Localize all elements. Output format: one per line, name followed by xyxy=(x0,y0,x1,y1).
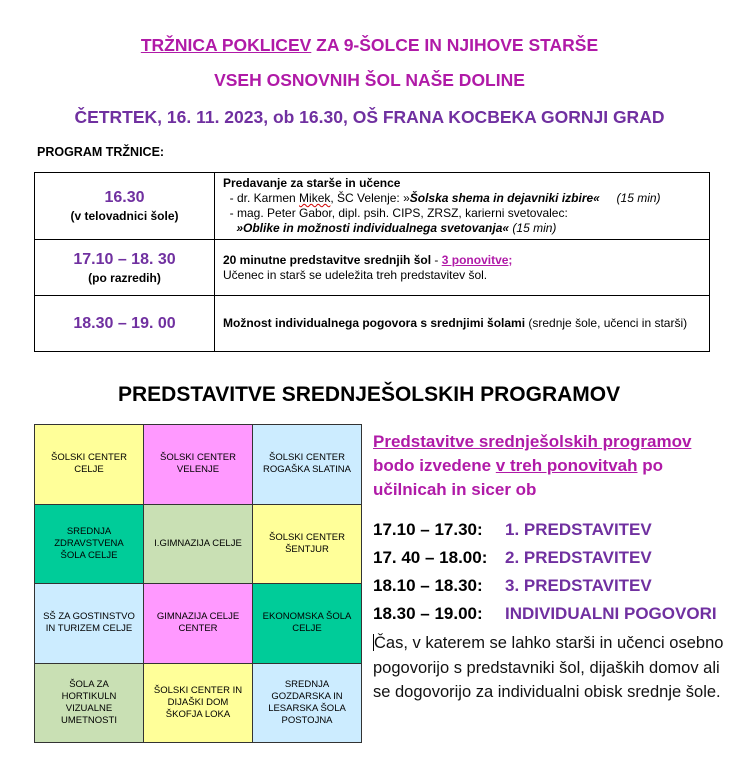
time-cell xyxy=(35,173,215,240)
talk-text: Možnost individualnega pogovora s srednjimi šolami xyxy=(223,316,526,330)
school-tile: ŠOLSKI CENTER IN DIJAŠKI DOM ŠKOFJA LOKA xyxy=(144,664,253,744)
speaker-name: Mikek xyxy=(299,191,331,205)
description-cell xyxy=(215,240,710,296)
lecture-duration: (15 min) xyxy=(599,191,661,205)
presentations-intro xyxy=(373,430,723,502)
program-label: PROGRAM TRŽNICE: xyxy=(37,145,165,159)
schedule-label: 2. PREDSTAVITEV xyxy=(505,548,652,567)
lecture-title: Šolska shema in dejavniki izbire« xyxy=(409,191,600,205)
school-tile: SŠ ZA GOSTINSTVO IN TURIZEM CELJE xyxy=(35,584,144,664)
program-table xyxy=(34,172,710,352)
talk-participants: (srednje šole, učenci in starši) xyxy=(525,316,688,330)
intro-text: učilnicah in sicer ob xyxy=(373,480,537,499)
talk-line xyxy=(223,316,709,331)
description-cell xyxy=(215,296,710,352)
speaker-1 xyxy=(223,191,709,206)
semicolon: ; xyxy=(508,252,513,267)
lecture-heading: Predavanje za starše in učence xyxy=(223,176,401,190)
program-row xyxy=(35,296,710,352)
school-tile: GIMNAZIJA CELJE CENTER xyxy=(144,584,253,664)
schedule-time: 18.30 – 19.00: xyxy=(373,604,483,623)
intro-heading: Predstavitve srednješolskih programov xyxy=(373,432,692,451)
title-rest: ZA 9-ŠOLCE IN NJIHOVE STARŠE xyxy=(311,35,599,55)
schedule-label: INDIVIDUALNI POGOVORI xyxy=(505,604,717,623)
schedule-time: 17.10 – 17.30: xyxy=(373,520,483,539)
intro-emphasis: v treh ponovitvah xyxy=(495,456,638,475)
speaker-prefix: - dr. Karmen xyxy=(223,191,300,205)
schedule-row xyxy=(373,548,652,568)
location: (po razredih) xyxy=(88,270,161,285)
location: (v telovadnici šole) xyxy=(70,209,179,223)
event-date-location: ČETRTEK, 16. 11. 2023, ob 16.30, OŠ FRANA KOCBEKA GORNJI GRAD xyxy=(74,107,665,127)
time: 17.10 – 18. 30 xyxy=(73,250,176,268)
presentation-note: Učenec in starš se udeležita treh predstavitev šol. xyxy=(223,267,488,282)
title-line-1 xyxy=(0,35,739,56)
schedule-row xyxy=(373,604,717,624)
schedule-label: 3. PREDSTAVITEV xyxy=(505,576,652,595)
time-cell xyxy=(35,240,215,296)
schedule-label: 1. PREDSTAVITEV xyxy=(505,520,652,539)
schedule-time: 18.10 – 18.30: xyxy=(373,576,483,595)
schedule-time: 17. 40 – 18.00: xyxy=(373,548,488,567)
presentation-text: 20 minutne predstavitve srednjih šol xyxy=(223,252,432,267)
time: 18.30 – 19. 00 xyxy=(73,314,176,332)
speaker-affiliation: , ŠC Velenje: » xyxy=(330,191,410,205)
schedule-row xyxy=(373,576,652,596)
schedule-row xyxy=(373,520,652,540)
lecture-duration: (15 min) xyxy=(509,221,557,235)
repeat-count: 3 ponovitve xyxy=(441,252,509,267)
schools-grid xyxy=(34,424,362,743)
presentation-line xyxy=(223,253,709,268)
school-tile: SREDNJA ZDRAVSTVENA ŠOLA CELJE xyxy=(35,505,144,585)
lecture-title: »Oblike in možnosti individualnega svetovanja« xyxy=(223,221,510,235)
school-tile: SREDNJA GOZDARSKA IN LESARSKA ŠOLA POSTOJNA xyxy=(253,664,362,744)
description-cell xyxy=(215,173,710,240)
program-row xyxy=(35,173,710,240)
school-tile: EKONOMSKA ŠOLA CELJE xyxy=(253,584,362,664)
speaker-2: - mag. Peter Gabor, dipl. psih. CIPS, ZRSZ, karierni svetovalec: xyxy=(223,206,568,220)
time: 16.30 xyxy=(104,189,145,206)
intro-text: bodo izvedene xyxy=(373,456,496,475)
separator: - xyxy=(431,252,442,267)
school-tile: ŠOLSKI CENTER ROGAŠKA SLATINA xyxy=(253,425,362,505)
school-tile: ŠOLSKI CENTER VELENJE xyxy=(144,425,253,505)
title-line-2: VSEH OSNOVNIH ŠOL NAŠE DOLINE xyxy=(214,70,525,90)
note-text: Čas, v katerem se lahko starši in učenci osebno pogovorijo s predstavniki šol, dijaških domov ali se dogovorijo za individualni obisk srednje šole. xyxy=(373,634,724,701)
school-tile: ŠOLA ZA HORTIKULN VIZUALNE UMETNOSTI xyxy=(35,664,144,744)
title-highlight: TRŽNICA POKLICEV xyxy=(140,35,312,55)
intro-text: po xyxy=(637,456,663,475)
program-row xyxy=(35,240,710,296)
section-title: PREDSTAVITVE SREDNJEŠOLSKIH PROGRAMOV xyxy=(118,383,621,406)
speaker-2-title-line xyxy=(223,221,709,236)
note-paragraph[interactable] xyxy=(373,631,733,705)
school-tile: ŠOLSKI CENTER ŠENTJUR xyxy=(253,505,362,585)
school-tile: I.GIMNAZIJA CELJE xyxy=(144,505,253,585)
time-cell xyxy=(35,296,215,352)
school-tile: ŠOLSKI CENTER CELJE xyxy=(35,425,144,505)
